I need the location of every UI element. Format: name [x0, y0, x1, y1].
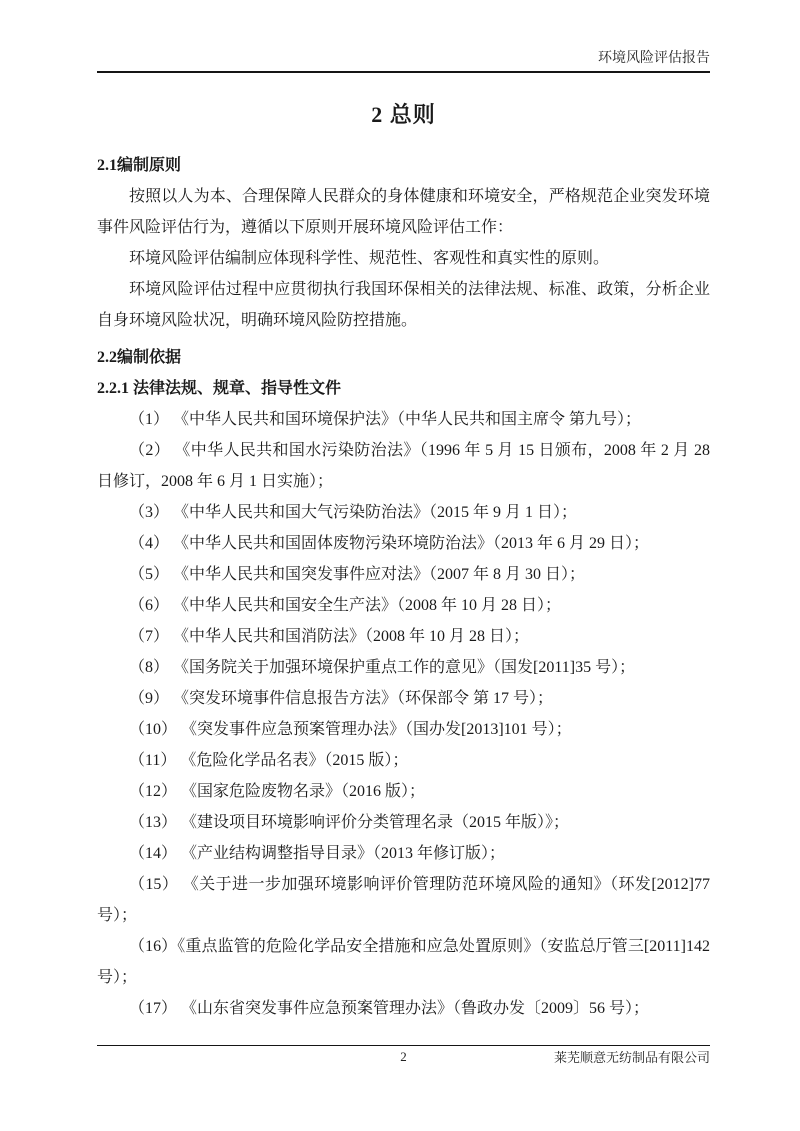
list-item: （2） 《中华人民共和国水污染防治法》（1996 年 5 月 15 日颁布，2008 年 2 月 28 日修订，2008 年 6 月 1 日实施）；	[97, 442, 710, 490]
header-rule	[97, 71, 710, 73]
company-name: 莱芜顺意无纺制品有限公司	[553, 1050, 710, 1065]
list-item: （5） 《中华人民共和国突发事件应对法》（2007 年 8 月 30 日）；	[129, 566, 586, 583]
footer-rule	[97, 1045, 710, 1046]
page-footer	[97, 1048, 710, 1065]
list-item: （14） 《产业结构调整指导目录》（2013 年修订版）；	[129, 845, 506, 862]
list-item: （10） 《突发事件应急预案管理办法》（国办发[2013]101 号）；	[129, 721, 572, 738]
section-heading-2-2: 2.2编制依据	[97, 349, 182, 366]
list-item: （3） 《中华人民共和国大气污染防治法》（2015 年 9 月 1 日）；	[129, 504, 578, 521]
page-header	[97, 50, 710, 68]
list-item: （17） 《山东省突发事件应急预案管理办法》（鲁政办发〔2009〕56 号）；	[129, 1000, 650, 1017]
list-item: （16）《重点监管的危险化学品安全措施和应急处置原则》（安监总厅管三[2011]142 号）；	[97, 938, 710, 986]
paragraph: 环境风险评估编制应体现科学性、规范性、客观性和真实性的原则。	[129, 250, 610, 267]
paragraph: 环境风险评估过程中应贯彻执行我国环保相关的法律法规、标准、政策，分析企业自身环境风险状况，明确环境风险防控措施。	[97, 281, 710, 329]
list-item: （9） 《突发环境事件信息报告方法》（环保部令 第 17 号）；	[129, 690, 554, 707]
list-item: （13） 《建设项目环境影响评价分类管理名录（2015 年版）》；	[129, 814, 570, 831]
list-item: （1） 《中华人民共和国环境保护法》（中华人民共和国主席令 第九号）；	[129, 411, 642, 428]
page-number: 2	[400, 1049, 407, 1064]
list-item: （6） 《中华人民共和国安全生产法》（2008 年 10 月 28 日）；	[129, 597, 562, 614]
list-item: （4） 《中华人民共和国固体废物污染环境防治法》（2013 年 6 月 29 日）；	[129, 535, 650, 552]
section-heading-2-2-1: 2.2.1 法律法规、规章、指导性文件	[97, 380, 342, 397]
list-item: （12） 《国家危险废物名录》（2016 版）；	[129, 783, 426, 800]
list-item: （8） 《国务院关于加强环境保护重点工作的意见》（国发[2011]35 号）；	[129, 659, 636, 676]
paragraph: 按照以人为本、合理保障人民群众的身体健康和环境安全，严格规范企业突发环境事件风险评估行为，遵循以下原则开展环境风险评估工作：	[97, 188, 710, 236]
document-title: 2 总则	[371, 102, 436, 127]
page-content	[97, 95, 710, 1024]
header-title: 环境风险评估报告	[598, 51, 710, 66]
list-item: （15） 《关于进一步加强环境影响评价管理防范环境风险的通知》（环发[2012]77 号）；	[97, 876, 710, 924]
list-item: （7） 《中华人民共和国消防法》（2008 年 10 月 28 日）；	[129, 628, 530, 645]
section-heading-2-1: 2.1编制原则	[97, 157, 182, 174]
list-item: （11） 《危险化学品名表》（2015 版）；	[129, 752, 409, 769]
